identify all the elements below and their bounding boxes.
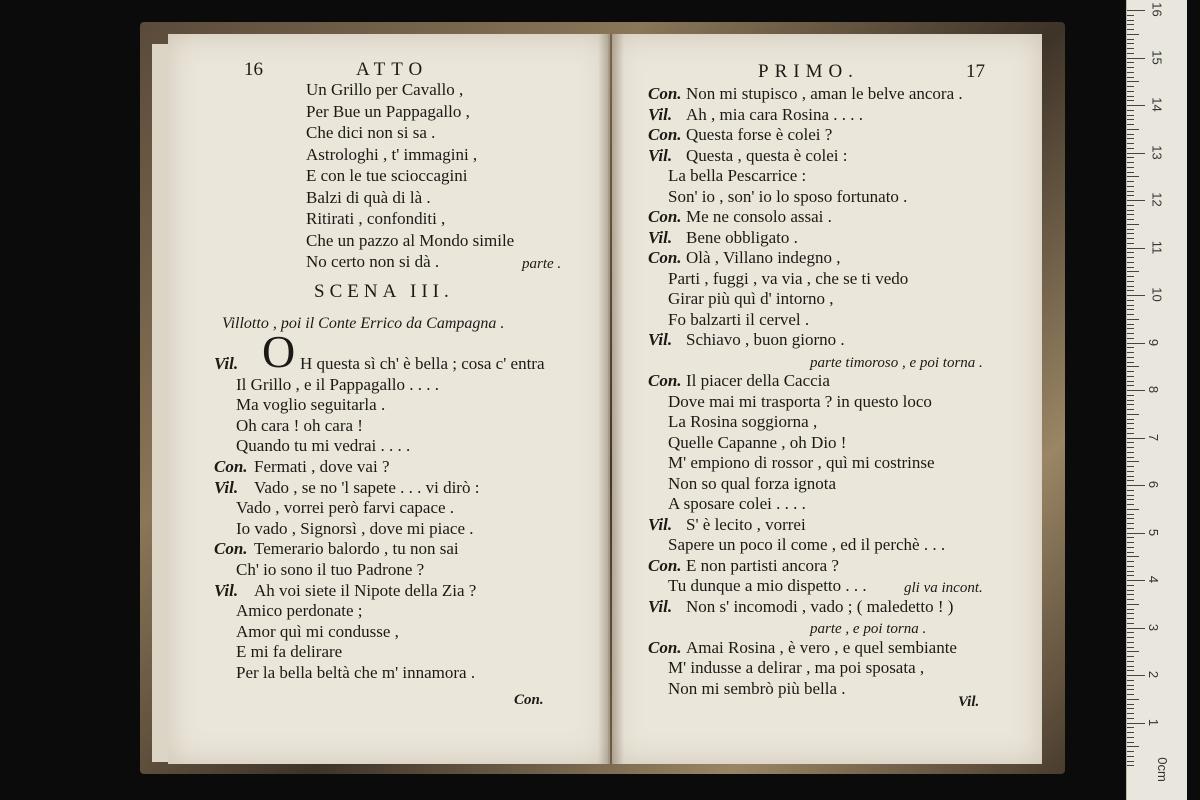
ruler-tick <box>1127 742 1134 743</box>
stage-direction: parte , e poi torna . <box>810 621 927 637</box>
ruler-tick <box>1127 134 1134 135</box>
text-line: Ah voi siete il Nipote della Zia ? <box>254 580 477 600</box>
text-line: Ch' io sono il tuo Padrone ? <box>236 560 425 579</box>
left-page-number: 16 <box>244 59 263 80</box>
ruler-tick <box>1127 10 1145 11</box>
text-line: Girar più quì d' intorno , <box>668 289 834 308</box>
speaker-label: Con. <box>648 207 682 226</box>
text-line: Parti , fuggi , va via , che se ti vedo <box>668 268 909 288</box>
ruler-tick <box>1127 376 1134 377</box>
speaker-label: Vil. <box>648 514 673 534</box>
ruler-tick <box>1127 718 1134 719</box>
ruler-tick <box>1127 480 1134 481</box>
ruler-tick <box>1127 324 1134 325</box>
ruler-tick <box>1127 433 1134 434</box>
text-line: H questa sì ch' è bella ; cosa c' entra <box>300 354 545 373</box>
text-line: Schiavo , buon giorno . <box>686 330 845 349</box>
ruler-tick <box>1127 210 1134 211</box>
ruler-tick <box>1127 613 1134 614</box>
ruler-tick <box>1127 248 1145 249</box>
ruler-tick <box>1127 509 1139 510</box>
ruler-tick <box>1127 338 1134 339</box>
text-line: Per Bue un Pappagallo , <box>306 101 470 121</box>
ruler-tick <box>1127 347 1134 348</box>
ruler-tick <box>1127 53 1134 54</box>
ruler-tick <box>1127 205 1134 206</box>
text-line: E non partisti ancora ? <box>686 555 839 575</box>
text-line: Non mi stupisco , aman le belve ancora . <box>686 84 963 103</box>
ruler-tick <box>1127 238 1134 239</box>
text-line: Quando tu mi vedrai . . . . <box>236 436 411 456</box>
ruler-label: 7 <box>1146 433 1162 441</box>
ruler-tick <box>1127 172 1134 173</box>
ruler-tick <box>1127 528 1134 529</box>
text-line: Dove mai mi trasporta ? in questo loco <box>668 391 932 411</box>
ruler-tick <box>1127 319 1139 320</box>
text-line: Quelle Capanne , oh Dio ! <box>668 432 847 452</box>
text-line: Vado , vorrei però farvi capace . <box>236 498 455 518</box>
ruler-tick <box>1127 713 1134 714</box>
ruler-tick <box>1127 518 1134 519</box>
ruler-tick <box>1127 252 1134 253</box>
text-line: Per la bella beltà che m' innamora . <box>236 663 476 682</box>
ruler-tick <box>1127 110 1134 111</box>
ruler-label: 16 <box>1149 2 1165 17</box>
text-line: No certo non si dà . <box>306 252 440 271</box>
ruler-tick <box>1127 86 1134 87</box>
ruler-tick <box>1127 623 1134 624</box>
ruler-tick <box>1127 533 1145 534</box>
ruler-tick <box>1127 143 1134 144</box>
ruler-tick <box>1127 580 1145 581</box>
speaker-label: Con. <box>648 84 682 103</box>
ruler-tick <box>1127 737 1134 738</box>
ruler-tick <box>1127 637 1134 638</box>
text-line: Oh cara ! oh cara ! <box>236 415 363 435</box>
ruler-tick <box>1127 404 1134 405</box>
ruler-tick <box>1127 366 1139 367</box>
ruler-tick <box>1127 571 1134 572</box>
ruler-tick <box>1127 694 1134 695</box>
ruler-tick <box>1127 58 1145 59</box>
ruler-tick <box>1127 751 1134 752</box>
text-line: Vado , se no 'l sapete . . . vi dirò : <box>254 477 480 497</box>
ruler-tick <box>1127 476 1134 477</box>
ruler-tick <box>1127 105 1145 106</box>
ruler-tick <box>1127 328 1134 329</box>
text-line: Temerario balordo , tu non sai <box>254 539 459 559</box>
ruler-tick <box>1127 191 1134 192</box>
speaker-label: Vil. <box>214 477 239 497</box>
text-line: Ma voglio seguitarla . <box>236 395 386 415</box>
speaker-label: Vil. <box>648 227 673 247</box>
ruler-tick <box>1127 723 1145 724</box>
book-gutter <box>598 34 624 764</box>
ruler-tick <box>1127 428 1134 429</box>
ruler-tick <box>1127 461 1139 462</box>
ruler-tick <box>1127 585 1134 586</box>
text-line: E con le tue scioccagini <box>306 166 468 185</box>
ruler-tick <box>1127 224 1139 225</box>
ruler-tick <box>1127 452 1134 453</box>
ruler-tick <box>1127 400 1134 401</box>
ruler-tick <box>1127 257 1134 258</box>
ruler-tick <box>1127 186 1134 187</box>
text-line: Fo balzarti il cervel . <box>668 309 810 329</box>
ruler-tick <box>1127 523 1134 524</box>
ruler-tick <box>1127 77 1134 78</box>
ruler-tick <box>1127 385 1134 386</box>
text-line: Questa forse è colei ? <box>686 125 833 144</box>
scene-title: SCENA III. <box>314 281 454 302</box>
ruler-label: 10 <box>1149 287 1165 302</box>
speaker-label: Con. <box>648 125 682 144</box>
ruler-tick <box>1127 119 1134 120</box>
speaker-label: Vil. <box>648 330 673 349</box>
text-line: Amor quì mi condusse , <box>236 621 399 641</box>
ruler-tick <box>1127 20 1134 21</box>
ruler-tick <box>1127 628 1145 629</box>
ruler-tick <box>1127 761 1134 762</box>
ruler-tick <box>1127 15 1134 16</box>
ruler-tick <box>1127 200 1145 201</box>
ruler-tick <box>1127 409 1134 410</box>
text-line: Balzi di quà di là . <box>306 187 431 207</box>
text-line: S' è lecito , vorrei <box>686 514 806 534</box>
ruler-tick <box>1127 499 1134 500</box>
ruler-tick <box>1127 642 1134 643</box>
ruler-tick <box>1127 727 1134 728</box>
measuring-ruler <box>1126 0 1187 800</box>
text-line: Non mi sembrò più bella . <box>668 678 846 698</box>
ruler-tick <box>1127 295 1145 296</box>
ruler-tick <box>1127 271 1139 272</box>
ruler-tick <box>1127 689 1134 690</box>
ruler-tick <box>1127 756 1134 757</box>
ruler-tick <box>1127 390 1145 391</box>
speaker-label: Vil. <box>214 354 239 373</box>
ruler-tick <box>1127 704 1134 705</box>
text-line: Non so qual forza ignota <box>668 473 837 493</box>
ruler-tick <box>1127 466 1134 467</box>
ruler-tick <box>1127 343 1145 344</box>
ruler-label: 5 <box>1146 528 1162 536</box>
ruler-tick <box>1127 609 1134 610</box>
ruler-tick <box>1127 490 1134 491</box>
ruler-tick <box>1127 661 1134 662</box>
ruler-tick <box>1127 765 1134 766</box>
text-line: La bella Pescarrice : <box>668 166 807 185</box>
stage-direction: gli va incont. <box>904 580 983 596</box>
text-line: M' indusse a delirar , ma poi sposata , <box>668 658 925 677</box>
ruler-tick <box>1127 457 1134 458</box>
text-line: La Rosina soggiorna , <box>668 412 818 431</box>
ruler-tick <box>1127 556 1139 557</box>
ruler-label: 15 <box>1149 49 1165 65</box>
ruler-label: 6 <box>1146 480 1162 489</box>
ruler-tick <box>1127 67 1134 68</box>
ruler-tick <box>1127 81 1139 82</box>
left-running-head: ATTO <box>356 59 429 80</box>
text-line: Tu dunque a mio dispetto . . . <box>668 576 867 595</box>
text-line: Amico perdonate ; <box>236 601 363 621</box>
right-catchword: Vil. <box>958 694 980 710</box>
ruler-tick <box>1127 115 1134 116</box>
ruler-tick <box>1127 675 1145 676</box>
ruler-tick <box>1127 62 1134 63</box>
ruler-tick <box>1127 124 1134 125</box>
ruler-label: 3 <box>1146 623 1162 631</box>
ruler-tick <box>1127 267 1134 268</box>
ruler-label: 11 <box>1149 240 1165 254</box>
ruler-tick <box>1127 148 1134 149</box>
ruler-label: 14 <box>1149 97 1165 112</box>
ruler-tick <box>1127 34 1139 35</box>
ruler-tick <box>1127 656 1134 657</box>
text-line: Un Grillo per Cavallo , <box>306 80 464 99</box>
ruler-tick <box>1127 485 1145 486</box>
ruler-tick <box>1127 604 1139 605</box>
ruler-tick <box>1127 594 1134 595</box>
text-line: Amai Rosina , è vero , e quel sembiante <box>686 637 957 657</box>
ruler-tick <box>1127 243 1134 244</box>
ruler-tick <box>1127 685 1134 686</box>
text-line: Il Grillo , e il Pappagallo . . . . <box>236 374 440 394</box>
text-line: Non s' incomodi , vado ; ( maledetto ! ) <box>686 596 954 616</box>
text-line: Son' io , son' io lo sposo fortunato . <box>668 186 908 206</box>
right-page-number: 17 <box>966 61 985 82</box>
ruler-tick <box>1127 286 1134 287</box>
ruler-tick <box>1127 91 1134 92</box>
text-line: Sapere un poco il come , ed il perchè . . . <box>668 535 946 554</box>
ruler-label: 4 <box>1146 575 1162 584</box>
ruler-tick <box>1127 670 1134 671</box>
ruler-tick <box>1127 395 1134 396</box>
ruler-tick <box>1127 599 1134 600</box>
ruler-tick <box>1127 29 1134 30</box>
right-running-head: PRIMO. <box>758 61 859 82</box>
ruler-label: 2 <box>1146 670 1162 679</box>
speaker-label: Vil. <box>648 596 673 616</box>
ruler-label: 0cm <box>1154 757 1170 782</box>
ruler-tick <box>1127 699 1139 700</box>
ruler-tick <box>1127 233 1134 234</box>
text-line: Ah , mia cara Rosina . . . . <box>686 104 864 124</box>
ruler-label: 8 <box>1146 385 1162 394</box>
ruler-tick <box>1127 314 1134 315</box>
text-line: E mi fa delirare <box>236 642 343 662</box>
drop-cap: O <box>262 326 296 377</box>
text-line: Me ne consolo assai . <box>686 207 832 226</box>
ruler-tick <box>1127 129 1139 130</box>
ruler-tick <box>1127 537 1134 538</box>
text-line: Fermati , dove vai ? <box>254 457 390 476</box>
ruler-tick <box>1127 447 1134 448</box>
ruler-label: 1 <box>1146 718 1162 726</box>
text-line: Astrologhi , t' immagini , <box>306 144 478 164</box>
ruler-tick <box>1127 590 1134 591</box>
ruler-tick <box>1127 647 1134 648</box>
speaker-label: Vil. <box>214 580 239 600</box>
ruler-tick <box>1127 547 1134 548</box>
ruler-tick <box>1127 276 1134 277</box>
ruler-tick <box>1127 229 1134 230</box>
ruler-tick <box>1127 552 1134 553</box>
text-line: Bene obbligato . <box>686 227 798 247</box>
ruler-tick <box>1127 495 1134 496</box>
left-catchword: Con. <box>514 692 544 708</box>
ruler-tick <box>1127 423 1134 424</box>
ruler-tick <box>1127 195 1134 196</box>
ruler-tick <box>1127 381 1134 382</box>
ruler-label: 12 <box>1149 192 1165 207</box>
text-line: Io vado , Signorsì , dove mi piace . <box>236 518 474 538</box>
ruler-tick <box>1127 414 1139 415</box>
ruler-tick <box>1127 651 1139 652</box>
ruler-tick <box>1127 48 1134 49</box>
ruler-tick <box>1127 219 1134 220</box>
ruler-tick <box>1127 442 1134 443</box>
ruler-tick <box>1127 352 1134 353</box>
speaker-label: Con. <box>648 371 682 390</box>
ruler-tick <box>1127 305 1134 306</box>
ruler-tick <box>1127 100 1134 101</box>
ruler-tick <box>1127 138 1134 139</box>
ruler-tick <box>1127 96 1134 97</box>
ruler-tick <box>1127 618 1134 619</box>
ruler-tick <box>1127 39 1134 40</box>
text-line: Ritirati , confonditi , <box>306 209 446 228</box>
ruler-tick <box>1127 504 1134 505</box>
ruler-tick <box>1127 157 1134 158</box>
ruler-tick <box>1127 514 1134 515</box>
ruler-tick <box>1127 566 1134 567</box>
ruler-tick <box>1127 438 1145 439</box>
ruler-tick <box>1127 680 1134 681</box>
ruler-tick <box>1127 471 1134 472</box>
ruler-tick <box>1127 666 1134 667</box>
ruler-tick <box>1127 371 1134 372</box>
ruler-tick <box>1127 214 1134 215</box>
ruler-tick <box>1127 162 1134 163</box>
ruler-tick <box>1127 72 1134 73</box>
ruler-tick <box>1127 300 1134 301</box>
ruler-label: 13 <box>1149 144 1165 160</box>
ruler-tick <box>1127 561 1134 562</box>
ruler-tick <box>1127 24 1134 25</box>
ruler-tick <box>1127 281 1134 282</box>
speaker-label: Vil. <box>648 145 673 165</box>
ruler-tick <box>1127 732 1134 733</box>
ruler-tick <box>1127 181 1134 182</box>
text-line: Questa , questa è colei : <box>686 145 848 165</box>
ruler-tick <box>1127 309 1134 310</box>
speaker-label: Con. <box>648 637 682 657</box>
ruler-tick <box>1127 167 1134 168</box>
ruler-tick <box>1127 575 1134 576</box>
ruler-tick <box>1127 708 1134 709</box>
ruler-tick <box>1127 419 1134 420</box>
ruler-tick <box>1127 176 1139 177</box>
text-line: A sposare colei . . . . <box>668 494 806 513</box>
ruler-tick <box>1127 333 1134 334</box>
text-line: Che dici non si sa . <box>306 123 436 142</box>
ruler-tick <box>1127 542 1134 543</box>
text-line: Che un pazzo al Mondo simile <box>306 230 515 250</box>
text-line: Olà , Villano indegno , <box>686 248 841 267</box>
stage-direction: parte . <box>522 256 562 272</box>
stage-direction: parte timoroso , e poi torna . <box>810 354 983 371</box>
ruler-tick <box>1127 153 1145 154</box>
ruler-tick <box>1127 290 1134 291</box>
speaker-label: Con. <box>214 539 248 559</box>
speaker-label: Vil. <box>648 104 673 124</box>
speaker-label: Con. <box>648 248 682 267</box>
text-line: Il piacer della Caccia <box>686 371 830 390</box>
ruler-label: 9 <box>1146 338 1162 346</box>
ruler-tick <box>1127 357 1134 358</box>
speaker-label: Con. <box>214 457 248 476</box>
ruler-tick <box>1127 362 1134 363</box>
left-page <box>168 34 610 764</box>
ruler-tick <box>1127 262 1134 263</box>
ruler-tick <box>1127 746 1139 747</box>
text-line: M' empiono di rossor , quì mi costrinse <box>668 453 935 472</box>
speaker-label: Con. <box>648 555 682 575</box>
ruler-tick <box>1127 632 1134 633</box>
ruler-tick <box>1127 43 1134 44</box>
scene-subtitle: Villotto , poi il Conte Errico da Campagna . <box>222 315 505 332</box>
